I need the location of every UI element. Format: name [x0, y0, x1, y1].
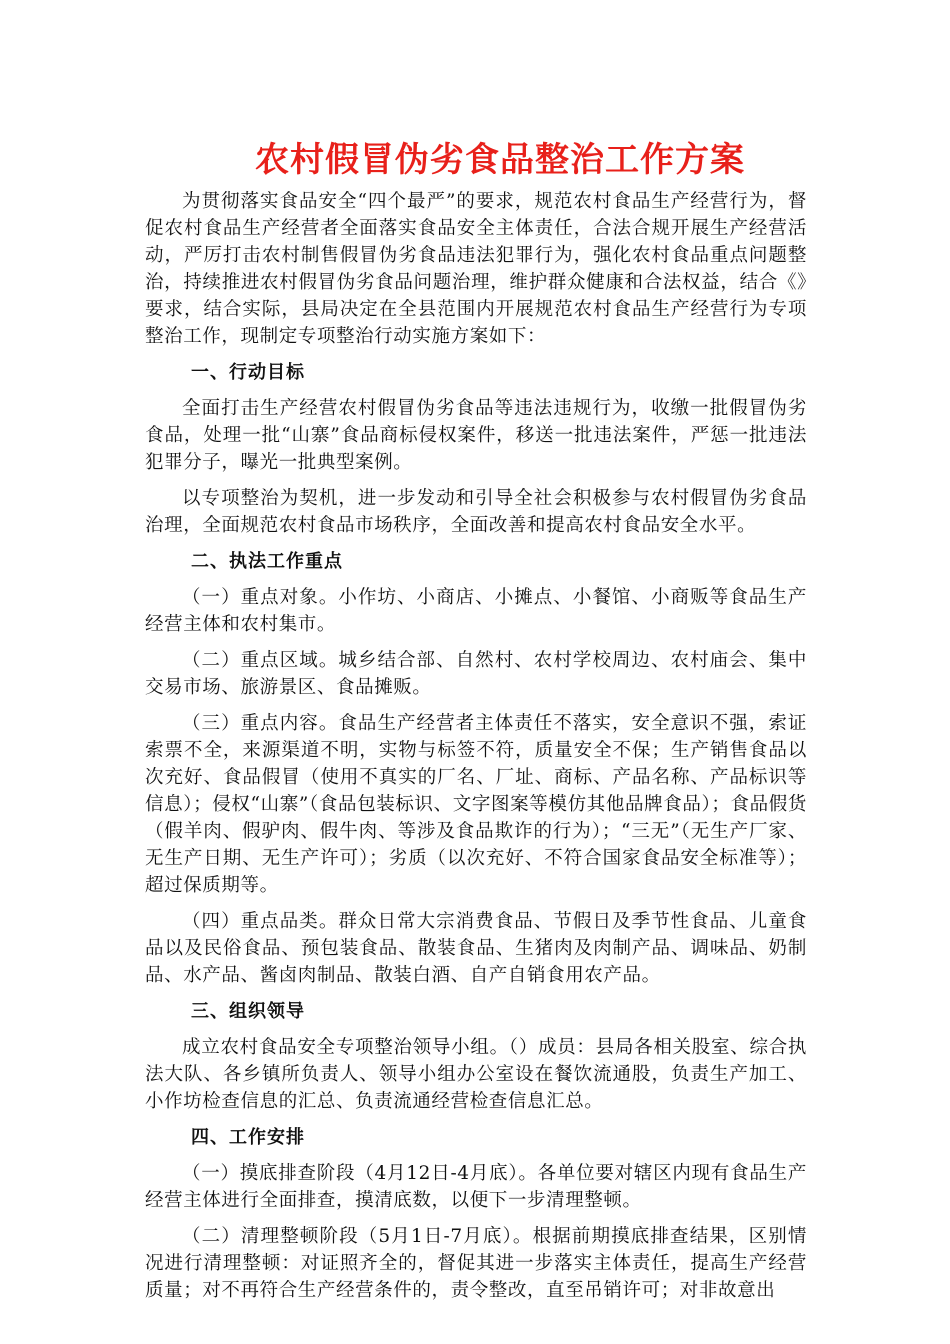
section-2 [145, 548, 807, 989]
section-heading: 一、行动目标 [191, 362, 305, 383]
section-heading: 四、工作安排 [191, 1127, 305, 1148]
section-heading: 二、执法工作重点 [191, 551, 343, 572]
section-paragraph: （一）重点对象。小作坊、小商店、小摊点、小餐馆、小商贩等食品生产经营主体和农村集市。 [145, 587, 807, 635]
document-title: 农村假冒伪劣食品整治工作方案 [255, 140, 745, 180]
document-body [145, 188, 807, 1313]
section-paragraph: （三）重点内容。食品生产经营者主体责任不落实，安全意识不强，索证索票不全，来源渠道不明，实物与标签不符，质量安全不保；生产销售食品以次充好、食品假冒（使用不真实的厂名、厂址、商标、产品名称、产品标识等信息）；侵权“山寨”（食品包装标识、文字图案等模仿其他品牌食品）；食品假货（假羊肉、假驴肉、假牛肉、等涉及食品欺诈的行为）；“三无”（无生产厂家、无生产日期、无生产许可）；劣质（以次充好、不符合国家食品安全标准等）；超过保质期等。 [145, 713, 807, 896]
section-paragraph: 以专项整治为契机，进一步发动和引导全社会积极参与农村假冒伪劣食品治理，全面规范农村食品市场秩序，全面改善和提高农村食品安全水平。 [145, 488, 807, 536]
section-4 [145, 1124, 807, 1304]
section-paragraph: （四）重点品类。群众日常大宗消费食品、节假日及季节性食品、儿童食品以及民俗食品、预包装食品、散装食品、生猪肉及肉制产品、调味品、奶制品、水产品、酱卤肉制品、散装白酒、自产自销食用农产品。 [145, 911, 807, 986]
section-paragraph: （二）清理整顿阶段（5月1日-7月底）。根据前期摸底排查结果，区别情况进行清理整顿：对证照齐全的，督促其进一步落实主体责任，提高生产经营质量；对不再符合生产经营条件的，责令整改，直至吊销许可；对非故意出 [145, 1226, 807, 1301]
section-1 [145, 359, 807, 539]
section-paragraph: （二）重点区域。城乡结合部、自然村、农村学校周边、农村庙会、集中交易市场、旅游景区、食品摊贩。 [145, 650, 807, 698]
section-paragraph: （一）摸底排查阶段（4月12日-4月底）。各单位要对辖区内现有食品生产经营主体进行全面排查，摸清底数，以便下一步清理整顿。 [145, 1163, 807, 1211]
section-paragraph: 成立农村食品安全专项整治领导小组。（）成员：县局各相关股室、综合执法大队、各乡镇所负责人、领导小组办公室设在餐饮流通股，负责生产加工、小作坊检查信息的汇总、负责流通经营检查信息汇总。 [145, 1037, 807, 1112]
section-paragraph: 全面打击生产经营农村假冒伪劣食品等违法违规行为，收缴一批假冒伪劣食品，处理一批“山寨”食品商标侵权案件，移送一批违法案件，严惩一批违法犯罪分子，曝光一批典型案例。 [145, 398, 807, 473]
section-3 [145, 998, 807, 1115]
section-heading: 三、组织领导 [191, 1001, 305, 1022]
intro-paragraph: 为贯彻落实食品安全“四个最严”的要求，规范农村食品生产经营行为，督促农村食品生产经营者全面落实食品安全主体责任，合法合规开展生产经营活动，严厉打击农村制售假冒伪劣食品违法犯罪行为，强化农村食品重点问题整治，持续推进农村假冒伪劣食品问题治理，维护群众健康和合法权益，结合《》要求，结合实际，县局决定在全县范围内开展规范农村食品生产经营行为专项整治工作，现制定专项整治行动实施方案如下： [145, 191, 807, 347]
